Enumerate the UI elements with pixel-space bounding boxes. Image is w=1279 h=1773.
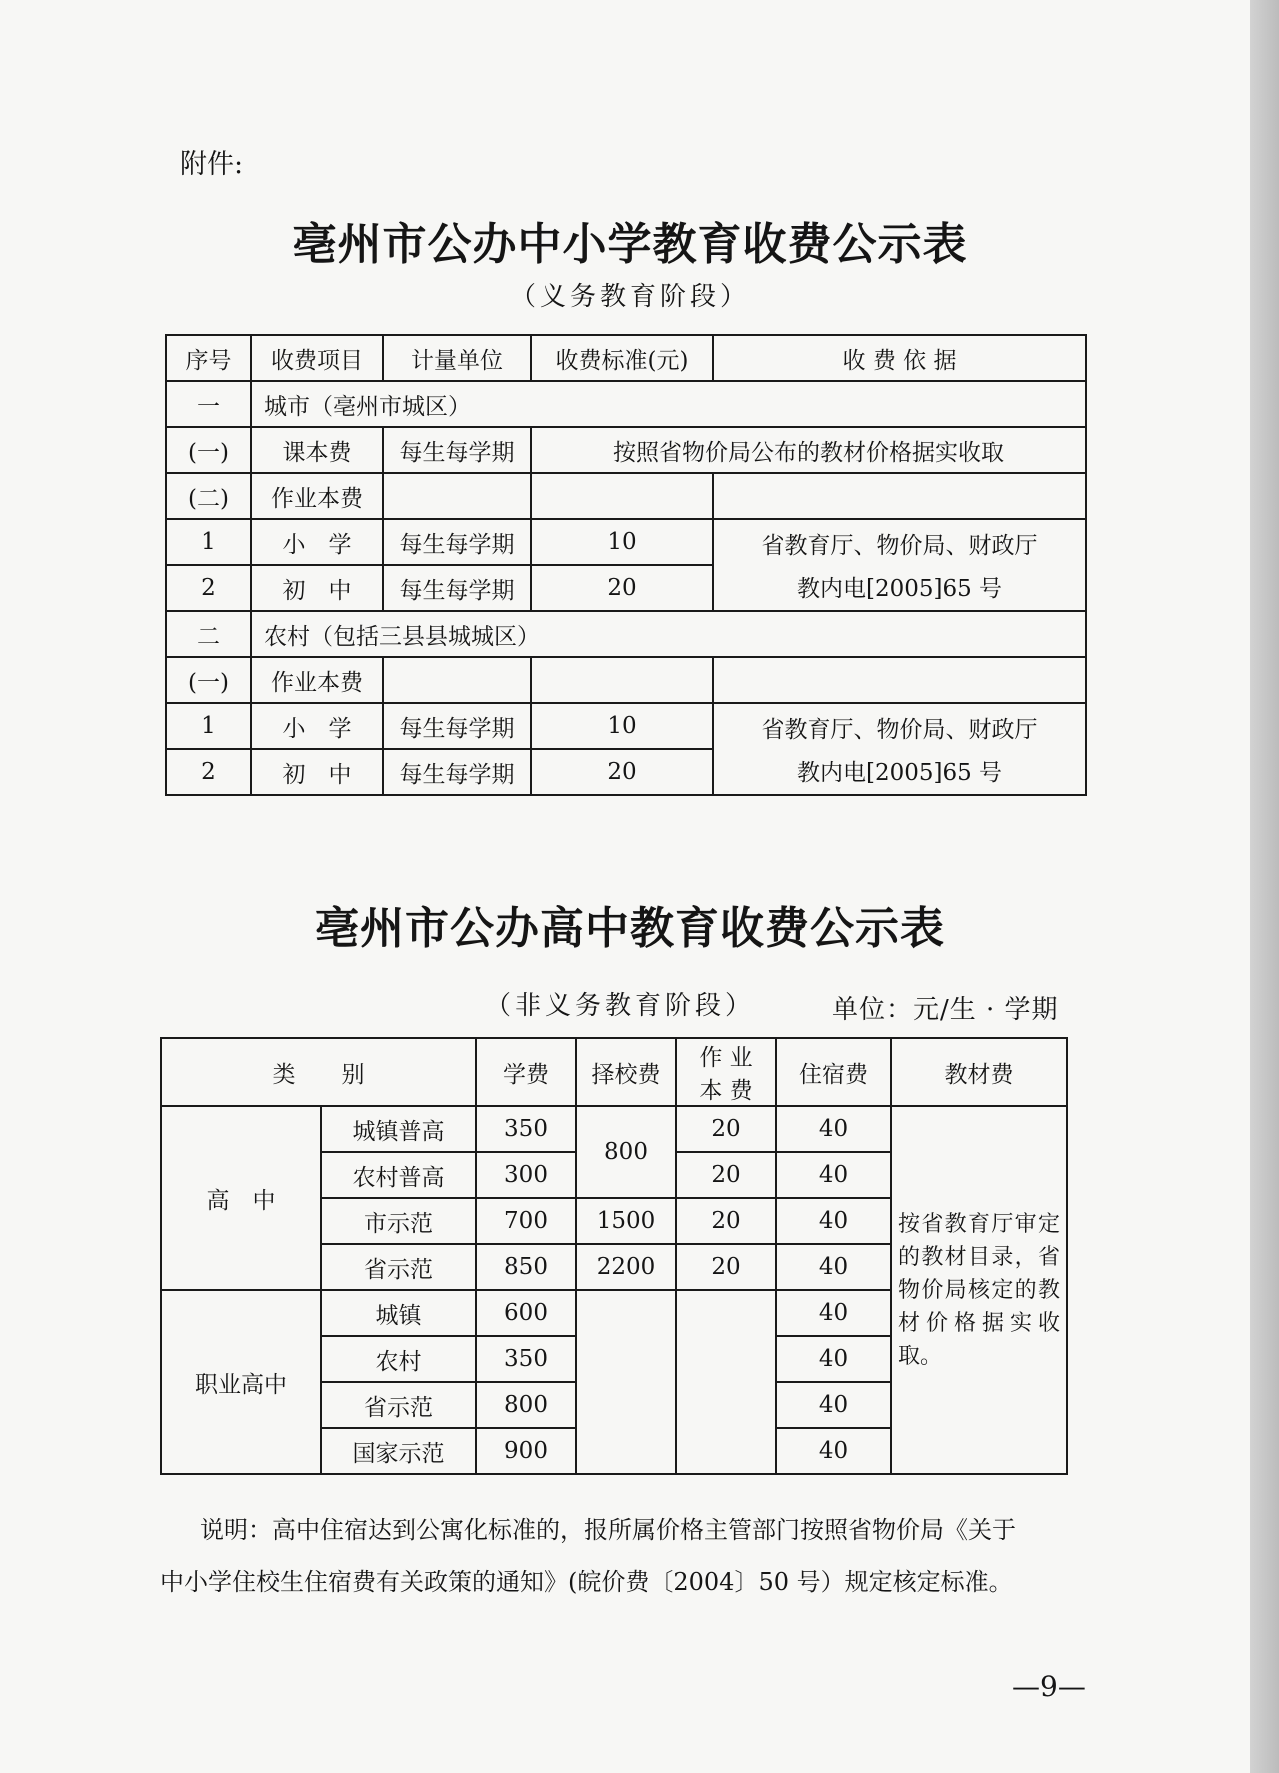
row-number: 1 xyxy=(166,519,251,565)
row-number: 2 xyxy=(166,749,251,795)
table1-subtitle: （义务教育阶段） xyxy=(509,282,750,312)
note-line: 说明：高中住宿达到公寓化标准的，报所属价格主管部门按照省物价局《关于 xyxy=(200,1516,1016,1544)
school-choice-fee: 2200 xyxy=(576,1244,676,1290)
fee-basis xyxy=(713,703,1086,795)
group-label: 职业高中 xyxy=(161,1290,321,1474)
header-cell xyxy=(676,1038,776,1106)
fee-amount: 10 xyxy=(531,703,713,749)
fee-basis xyxy=(713,519,1086,611)
school-type: 省示范 xyxy=(321,1244,476,1290)
row-number: 一 xyxy=(166,381,251,427)
table2-subtitle: （非义务教育阶段） xyxy=(484,991,755,1021)
boarding-fee: 40 xyxy=(776,1198,891,1244)
boarding-fee: 40 xyxy=(776,1244,891,1290)
basis-line: 省教育厅、物价局、财政厅 xyxy=(761,717,1038,743)
row-number: (一) xyxy=(166,427,251,473)
fee-unit: 每生每学期 xyxy=(383,703,531,749)
empty-cell xyxy=(576,1290,676,1474)
table-row xyxy=(166,381,1086,427)
explanatory-note xyxy=(160,1504,1100,1608)
empty-cell xyxy=(383,657,531,703)
fee-unit: 每生每学期 xyxy=(383,427,531,473)
tuition: 600 xyxy=(476,1290,576,1336)
row-number: 二 xyxy=(166,611,251,657)
header-cell: 收费项目 xyxy=(251,335,383,381)
fee-amount: 20 xyxy=(531,749,713,795)
school-type: 城镇 xyxy=(321,1290,476,1336)
tuition: 700 xyxy=(476,1198,576,1244)
compulsory-education-fee-table xyxy=(165,334,1087,796)
textbook-fee-note: 按省教育厅审定的教材目录，省物价局核定的教材价格据实收取。 xyxy=(891,1106,1067,1474)
section-name: 城市（亳州市城区） xyxy=(251,381,1086,427)
table-header-row xyxy=(161,1038,1067,1106)
boarding-fee: 40 xyxy=(776,1336,891,1382)
fee-item: 小 学 xyxy=(251,519,383,565)
fee-item: 小 学 xyxy=(251,703,383,749)
row-number: (二) xyxy=(166,473,251,519)
tuition: 300 xyxy=(476,1152,576,1198)
tuition: 350 xyxy=(476,1336,576,1382)
basis-line: 省教育厅、物价局、财政厅 xyxy=(761,533,1038,559)
header-cell: 收 费 依 据 xyxy=(713,335,1086,381)
table1-title: 亳州市公办中小学教育收费公示表 xyxy=(292,219,968,270)
fee-item: 初 中 xyxy=(251,749,383,795)
workbook-fee: 20 xyxy=(676,1152,776,1198)
table-row xyxy=(166,611,1086,657)
boarding-fee: 40 xyxy=(776,1428,891,1474)
row-number: 1 xyxy=(166,703,251,749)
boarding-fee: 40 xyxy=(776,1152,891,1198)
table-row xyxy=(166,519,1086,565)
workbook-fee: 20 xyxy=(676,1244,776,1290)
school-type: 省示范 xyxy=(321,1382,476,1428)
header-line: 本 费 xyxy=(699,1078,753,1104)
group-label: 高 中 xyxy=(161,1106,321,1290)
workbook-fee: 20 xyxy=(676,1106,776,1152)
fee-unit: 每生每学期 xyxy=(383,519,531,565)
fee-item: 作业本费 xyxy=(251,473,383,519)
boarding-fee: 40 xyxy=(776,1290,891,1336)
row-number: 2 xyxy=(166,565,251,611)
empty-cell xyxy=(713,657,1086,703)
school-choice-fee: 1500 xyxy=(576,1198,676,1244)
table-row xyxy=(166,427,1086,473)
header-cell: 学费 xyxy=(476,1038,576,1106)
fee-amount: 10 xyxy=(531,519,713,565)
table-row xyxy=(161,1106,1067,1152)
header-cell: 序号 xyxy=(166,335,251,381)
table2-title: 亳州市公办高中教育收费公示表 xyxy=(315,903,945,954)
empty-cell xyxy=(531,473,713,519)
tuition: 350 xyxy=(476,1106,576,1152)
empty-cell xyxy=(383,473,531,519)
page-edge-shadow xyxy=(1250,0,1279,1773)
school-type: 农村 xyxy=(321,1336,476,1382)
attachment-label: 附件: xyxy=(180,149,244,180)
empty-cell xyxy=(713,473,1086,519)
school-choice-fee: 800 xyxy=(576,1106,676,1198)
table-header-row xyxy=(166,335,1086,381)
fee-basis: 按照省物价局公布的教材价格据实收取 xyxy=(531,427,1086,473)
school-type: 国家示范 xyxy=(321,1428,476,1474)
basis-line: 教内电[2005]65 号 xyxy=(796,760,1003,786)
tuition: 900 xyxy=(476,1428,576,1474)
tuition: 850 xyxy=(476,1244,576,1290)
table-row xyxy=(166,473,1086,519)
section-name: 农村（包括三县县城城区） xyxy=(251,611,1086,657)
high-school-fee-table xyxy=(160,1037,1068,1475)
note-line: 中小学住校生住宿费有关政策的通知》(皖价费〔2004〕50 号）规定核定标准。 xyxy=(160,1568,1013,1596)
empty-cell xyxy=(676,1290,776,1474)
fee-amount: 20 xyxy=(531,565,713,611)
tuition: 800 xyxy=(476,1382,576,1428)
fee-unit: 每生每学期 xyxy=(383,565,531,611)
header-line: 作 业 xyxy=(699,1045,753,1071)
header-cell: 计量单位 xyxy=(383,335,531,381)
row-number: (一) xyxy=(166,657,251,703)
school-type: 城镇普高 xyxy=(321,1106,476,1152)
header-cell: 住宿费 xyxy=(776,1038,891,1106)
school-type: 市示范 xyxy=(321,1198,476,1244)
school-type: 农村普高 xyxy=(321,1152,476,1198)
header-cell: 类 别 xyxy=(161,1038,476,1106)
empty-cell xyxy=(531,657,713,703)
header-cell: 择校费 xyxy=(576,1038,676,1106)
boarding-fee: 40 xyxy=(776,1106,891,1152)
fee-item: 初 中 xyxy=(251,565,383,611)
table2-unit-label: 单位：元/生 · 学期 xyxy=(832,995,1059,1025)
fee-unit: 每生每学期 xyxy=(383,749,531,795)
basis-line: 教内电[2005]65 号 xyxy=(796,576,1003,602)
fee-item: 作业本费 xyxy=(251,657,383,703)
workbook-fee: 20 xyxy=(676,1198,776,1244)
table-row xyxy=(166,703,1086,749)
page-number: —9— xyxy=(1012,1670,1086,1703)
boarding-fee: 40 xyxy=(776,1382,891,1428)
table-row xyxy=(166,657,1086,703)
header-cell: 收费标准(元) xyxy=(531,335,713,381)
fee-item: 课本费 xyxy=(251,427,383,473)
header-cell: 教材费 xyxy=(891,1038,1067,1106)
